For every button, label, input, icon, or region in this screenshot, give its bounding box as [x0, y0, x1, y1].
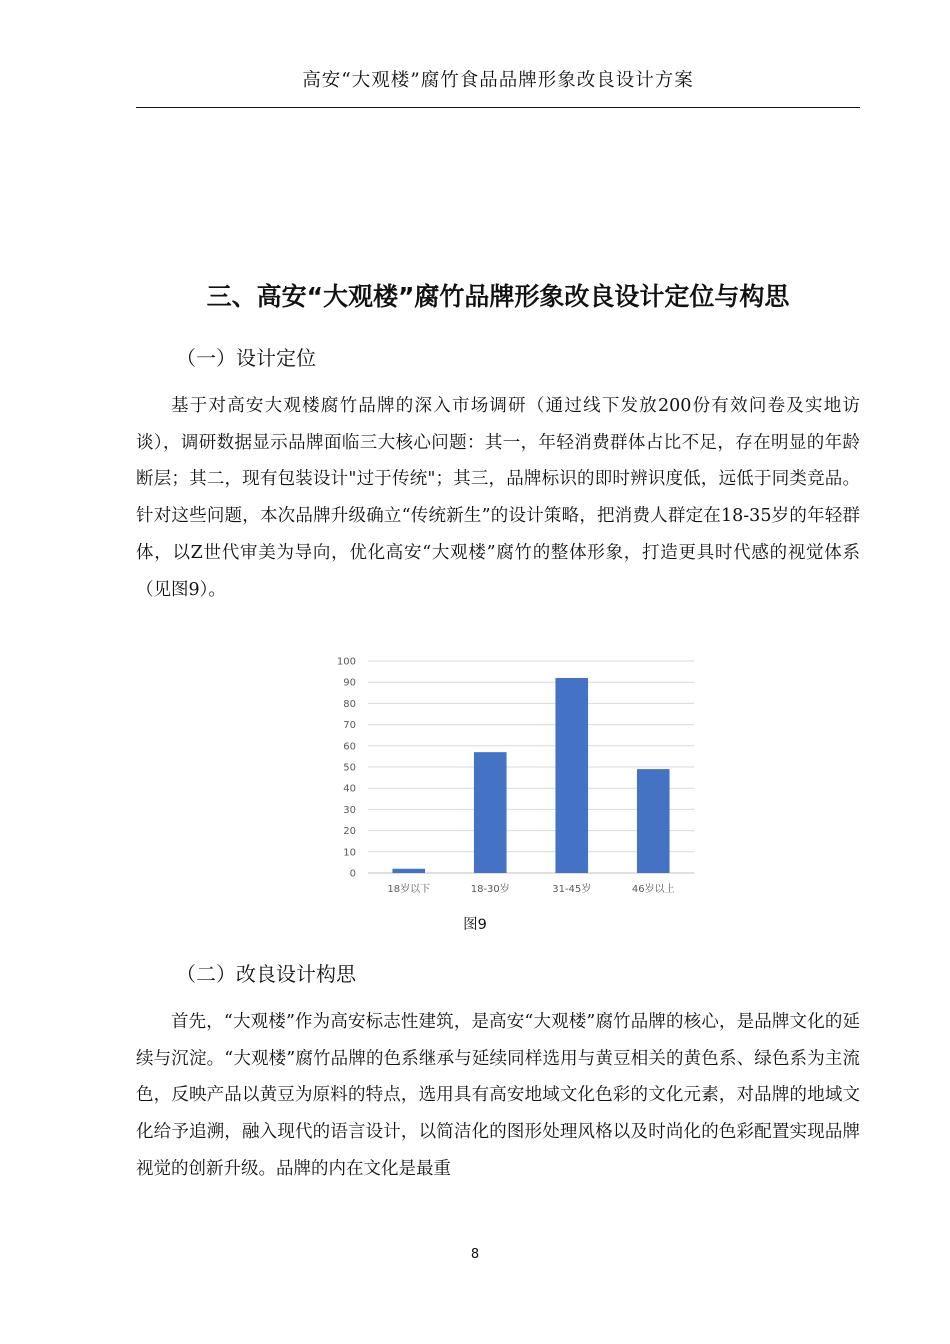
bar: [392, 869, 425, 873]
figure-caption: 图9: [463, 917, 487, 933]
y-tick-label: 30: [343, 804, 356, 816]
x-tick-label: 18-30岁: [470, 884, 510, 895]
y-tick-label: 10: [343, 847, 356, 859]
subheading-design-positioning: （一）设计定位: [176, 346, 316, 370]
y-tick-label: 70: [343, 720, 356, 732]
x-tick-label: 46岁以上: [631, 884, 675, 895]
y-tick-label: 0: [349, 868, 356, 880]
subheading-improvement-concept: （二）改良设计构思: [176, 962, 356, 986]
bar: [637, 769, 670, 873]
running-header: 高安“大观楼”腐竹食品品牌形象改良设计方案: [302, 70, 694, 91]
x-tick-label: 31-45岁: [552, 884, 592, 895]
bar-chart: [330, 648, 700, 904]
x-tick-label: 18岁以下: [387, 884, 431, 895]
y-tick-label: 20: [343, 826, 356, 838]
y-tick-label: 50: [343, 762, 356, 774]
bar: [474, 752, 507, 873]
y-tick-label: 100: [336, 656, 356, 668]
y-tick-label: 40: [343, 783, 356, 795]
bar: [555, 678, 588, 873]
page-number: 8: [470, 1247, 480, 1262]
paragraph-improvement-concept: 首先，“大观楼”作为高安标志性建筑，是高安“大观楼”腐竹品牌的核心，是品牌文化的延续与沉淀。“大观楼”腐竹品牌的色系继承与延续同样选用与黄豆相关的黄色系、绿色系为主流色，反映产品以黄豆为原料的特点，选用具有高安地域文化色彩的文化元素，对品牌的地域文化给予追溯，融入现代的语言设计，以简洁化的图形处理风格以及时尚化的色彩配置实现品牌视觉的创新升级。品牌的内在文化是最重: [136, 1012, 860, 1179]
header-rule: [136, 107, 860, 108]
y-tick-label: 80: [343, 698, 356, 710]
section-title: 三、高安“大观楼”腐竹品牌形象改良设计定位与构思: [206, 282, 790, 311]
y-tick-label: 60: [343, 741, 356, 753]
paragraph-design-positioning: 基于对高安大观楼腐竹品牌的深入市场调研（通过线下发放200份有效问卷及实地访谈），调研数据显示品牌面临三大核心问题：其一，年轻消费群体占比不足，存在明显的年龄断层；其二，现有包装设计"过于传统"；其三，品牌标识的即时辨识度低，远低于同类竞品。针对这些问题，本次品牌升级确立“传统新生”的设计策略，把消费人群定在18-35岁的年轻群体，以Z世代审美为导向，优化高安“大观楼”腐竹的整体形象，打造更具时代感的视觉体系（见图9）。: [136, 396, 860, 600]
y-tick-label: 90: [343, 677, 356, 689]
